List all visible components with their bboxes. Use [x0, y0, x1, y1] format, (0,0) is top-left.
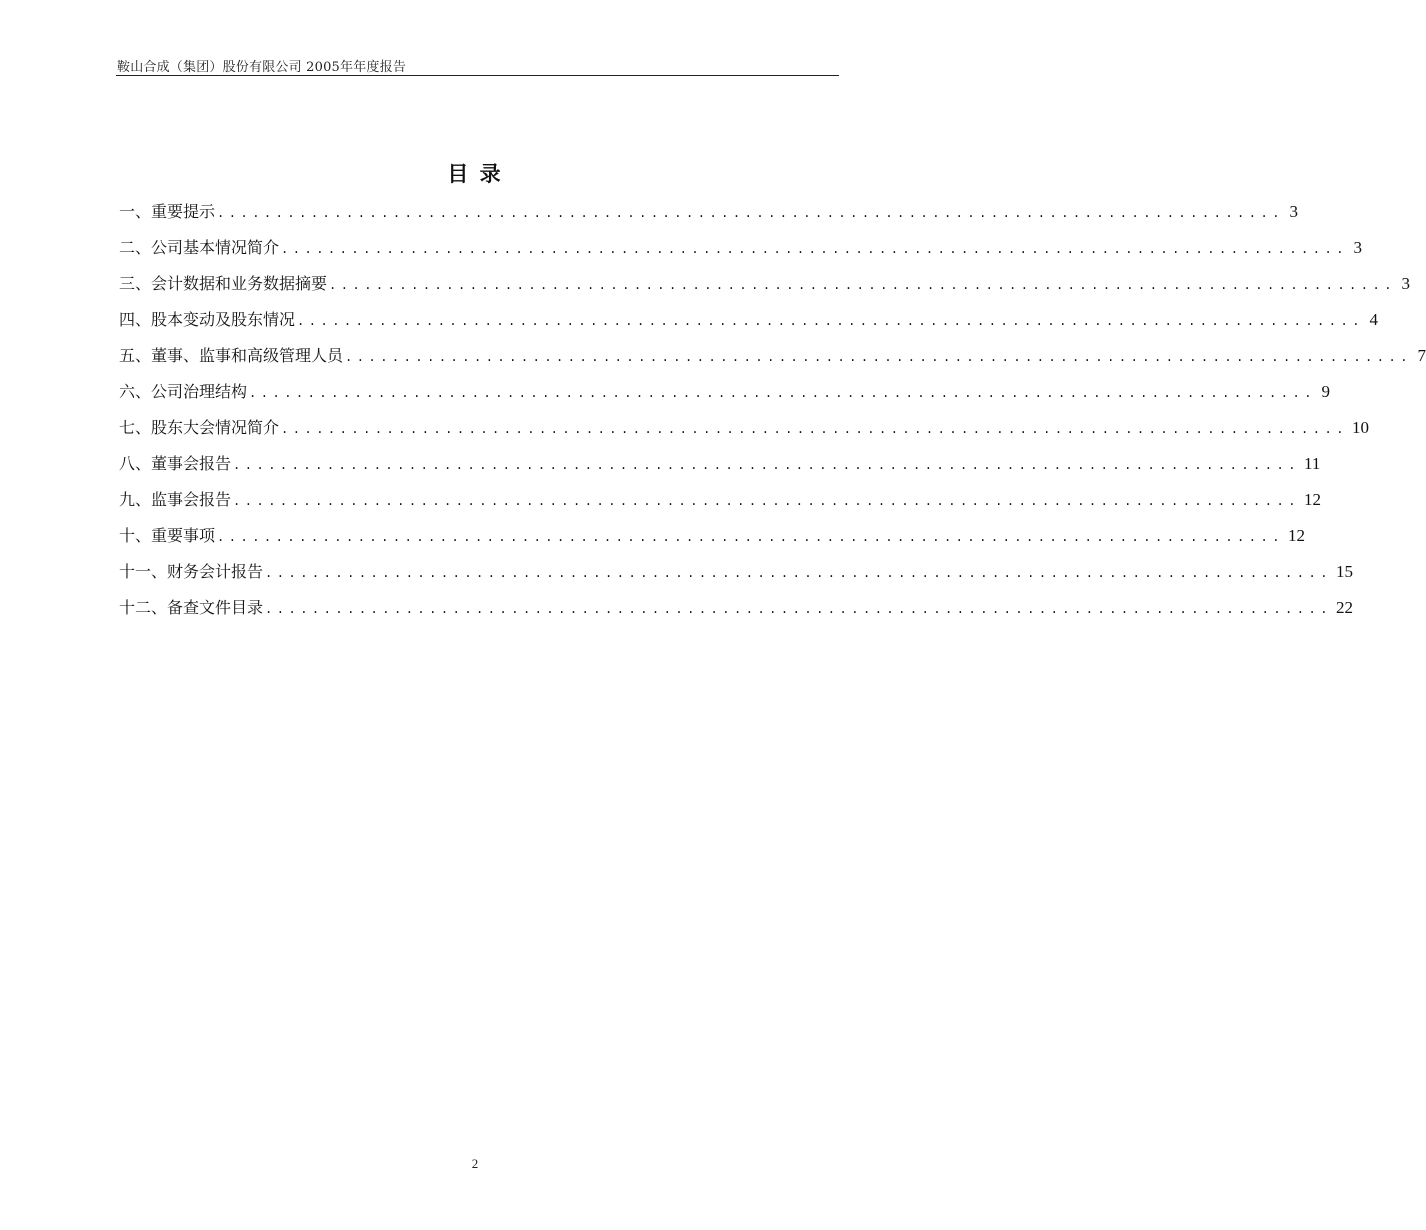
toc-dot-leader: ........................................................................................... — [281, 242, 1348, 256]
toc-entry-label: 十一、财务会计报告 — [119, 562, 264, 581]
toc-entry-label: 二、公司基本情况简介 — [119, 238, 280, 257]
toc-entry-label: 六、公司治理结构 — [119, 382, 248, 401]
toc-entry-label: 四、股本变动及股东情况 — [119, 310, 296, 329]
toc-dot-leader: ........................................................................................... — [249, 386, 1316, 400]
table-of-contents — [119, 199, 1426, 631]
toc-entry-label: 九、监事会报告 — [119, 490, 232, 509]
toc-dot-leader: ........................................................................................... — [265, 602, 1332, 616]
toc-entry-page: 22 — [1335, 598, 1353, 617]
toc-entry-board-report[interactable] — [119, 451, 1321, 487]
toc-entry-label: 十二、备查文件目录 — [119, 598, 264, 617]
toc-entry-supervisory-report[interactable] — [119, 487, 1321, 523]
header-rule — [116, 75, 839, 76]
toc-entry-page: 7 — [1417, 346, 1426, 365]
toc-entry-major-events[interactable] — [119, 523, 1305, 559]
toc-entry-label: 十、重要事项 — [119, 526, 216, 545]
toc-entry-accounting-data[interactable] — [119, 271, 1410, 307]
toc-entry-directors[interactable] — [119, 343, 1426, 379]
toc-entry-page: 3 — [1401, 274, 1410, 293]
toc-dot-leader: ........................................................................................... — [217, 206, 1284, 220]
toc-entry-page: 15 — [1335, 562, 1353, 581]
toc-entry-reference-documents[interactable] — [119, 595, 1353, 631]
toc-dot-leader: ........................................................................................... — [345, 350, 1412, 364]
toc-title: 目 录 — [447, 161, 503, 186]
toc-dot-leader: ........................................................................................... — [217, 530, 1284, 544]
toc-entry-page: 9 — [1321, 382, 1330, 401]
toc-dot-leader: ........................................................................................... — [233, 494, 1300, 508]
toc-dot-leader: ........................................................................................... — [233, 458, 1300, 472]
running-header: 鞍山合成（集团）股份有限公司 2005年年度报告 — [117, 60, 407, 75]
toc-dot-leader: ........................................................................................... — [297, 314, 1364, 328]
toc-entry-page: 10 — [1351, 418, 1369, 437]
toc-entry-label: 一、重要提示 — [119, 202, 216, 221]
toc-entry-page: 3 — [1289, 202, 1298, 221]
toc-dot-leader: ........................................................................................... — [265, 566, 1332, 580]
toc-entry-shareholders-meeting[interactable] — [119, 415, 1369, 451]
toc-entry-page: 3 — [1353, 238, 1362, 257]
page-number: 2 — [471, 1156, 479, 1171]
toc-dot-leader: ........................................................................................... — [281, 422, 1348, 436]
toc-entry-label: 七、股东大会情况简介 — [119, 418, 280, 437]
toc-entry-company-profile[interactable] — [119, 235, 1362, 271]
toc-entry-important-notice[interactable] — [119, 199, 1298, 235]
toc-entry-label: 三、会计数据和业务数据摘要 — [119, 274, 328, 293]
toc-entry-page: 4 — [1369, 310, 1378, 329]
toc-dot-leader: ........................................................................................... — [329, 278, 1396, 292]
toc-entry-page: 12 — [1287, 526, 1305, 545]
toc-entry-label: 五、董事、监事和高级管理人员 — [119, 346, 344, 365]
toc-entry-governance[interactable] — [119, 379, 1330, 415]
toc-entry-page: 11 — [1303, 454, 1321, 473]
toc-entry-financial-report[interactable] — [119, 559, 1353, 595]
toc-entry-share-capital[interactable] — [119, 307, 1378, 343]
toc-entry-label: 八、董事会报告 — [119, 454, 232, 473]
toc-entry-page: 12 — [1303, 490, 1321, 509]
